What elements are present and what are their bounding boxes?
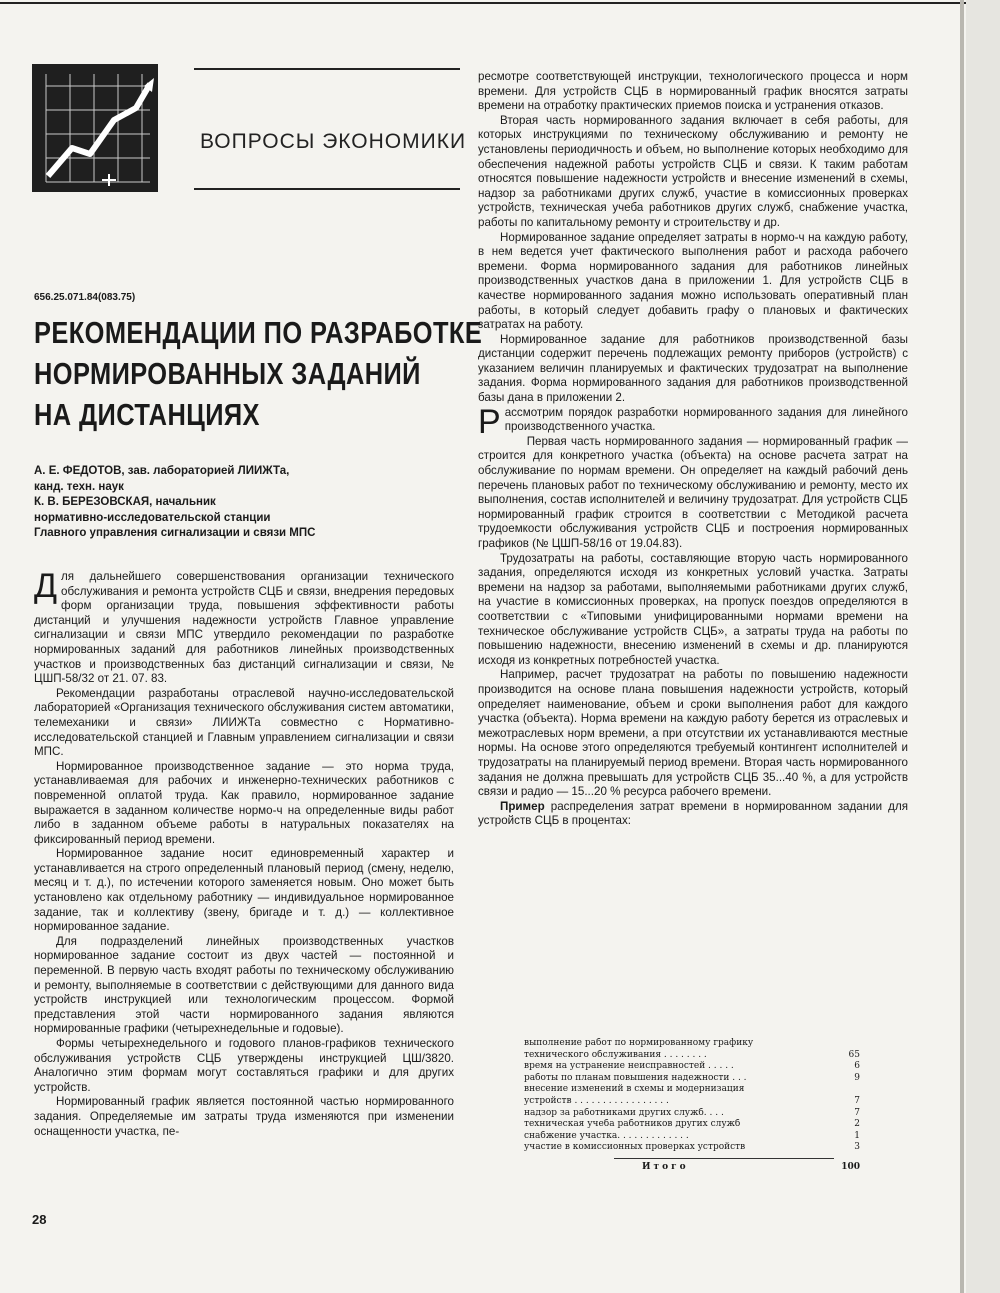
page-fold-shadow bbox=[960, 0, 964, 1293]
example-paragraph: Пример распределения затрат времени в нормированном задании для устройств СЦБ в процентах: bbox=[478, 799, 908, 828]
body-paragraph: Нормированный график является постоянной частью нормированного задания. Определяемые им затраты труда изменяются при изменении оснащенности участка, пе- bbox=[34, 1095, 454, 1138]
drop-cap: Д bbox=[34, 567, 58, 605]
body-paragraph: Нормированное задание определяет затраты в нормо-ч на каждую работу, в нем ведется учет фактического выполнения работ и расхода рабочего времени. Форма нормированного задания для работников линейных производственных участков дана в приложении 1. Для устройств СЦБ в качестве нормированного задания можно использовать оперативный план работы, в который следует добавить графу о плановых и фактических затратах на работу. bbox=[478, 230, 908, 332]
title-line: НА ДИСТАНЦИЯХ bbox=[34, 397, 260, 432]
left-column bbox=[34, 567, 454, 1139]
total-value: 100 bbox=[841, 1161, 860, 1172]
body-paragraph: ресмотре соответствующей инструкции, технологического процесса и норм времени. Для устройств СЦБ в нормированный график вносятся затраты времени на отработку практических приемов поиска и устранения отказов. bbox=[478, 70, 908, 113]
body-paragraph: Для дальнейшего совершенствования организации технического обслуживания и ремонта устройств СЦБ и связи, внедрения передовых форм организации труда, повышения эффективности работы дистанций и улучшения надежности устройств Главное управление сигнализации и связи МПС утвердило рекомендации по разработке нормированных заданий для работников линейных производственных участков и производственных баз дистанций сигнализации и связи, № ЦШП-58/32 от 21. 07. 83. bbox=[34, 567, 454, 686]
table-row: выполнение работ по нормированному графику bbox=[524, 1038, 754, 1048]
title-line: РЕКОМЕНДАЦИИ ПО РАЗРАБОТКЕ bbox=[34, 315, 483, 350]
body-paragraph: Вторая часть нормированного задания включает в себя работы, для которых инструкциями по техническому обслуживанию и ремонту не установлены периодичность и объем, но выполнение которых необходимо для обеспечения надежной работы устройств СЦБ и связи. К таким работам относятся повышение надежности устройств и внесение изменений в схемы, надзор за работниками других служб, участие в комиссионных проверках устройств, техническая учеба работников других служб, снабжение участка, работы по капитальному ремонту и строительству и др. bbox=[478, 113, 908, 229]
author-block bbox=[34, 464, 454, 542]
author-line: нормативно-исследовательской станции bbox=[34, 511, 271, 524]
growth-chart-icon bbox=[32, 64, 158, 192]
total-label: Итого bbox=[642, 1161, 689, 1172]
body-paragraph: Нормированное производственное задание — это норма труда, устанавливаемая для рабочих и инженерно-технических работников с повременной оплатой труда. Как правило, нормированное задание выражается в заданном количестве нормо-ч на определенные виды работ либо в заданном объеме работы в натуральных показателях на фиксированный период времени. bbox=[34, 759, 454, 846]
body-paragraph: Рассмотрим порядок разработки нормированного задания для линейного производственного участка. bbox=[478, 402, 908, 441]
section-rubric: ВОПРОСЫ ЭКОНОМИКИ bbox=[200, 130, 467, 153]
body-paragraph: Для подразделений линейных производственных участков нормированное задание состоит из двух частей — постоянной и переменной. В первую часть входят работы по техническому обслуживанию и ремонту, выполняемые в соответствии с действующими для данного вида устройств инструкцией или технологическим процессом. Формой представления этой части нормированного задания являются нормированные графики (четырехнедельные и годовые). bbox=[34, 934, 454, 1036]
udc-code: 656.25.071.84(083.75) bbox=[34, 292, 136, 303]
article-title bbox=[34, 312, 482, 435]
table-row: надзор за работниками других служб. . . . 7 bbox=[524, 1107, 860, 1118]
time-distribution-table bbox=[524, 1038, 860, 1174]
table-row: внесение изменений в схемы и модернизация bbox=[524, 1084, 745, 1095]
author-line: К. В. БЕРЕЗОВСКАЯ, начальник bbox=[34, 496, 216, 508]
rubric-rule-top bbox=[194, 68, 460, 70]
top-rule bbox=[0, 2, 985, 4]
body-paragraph: Трудозатраты на работы, составляющие вторую часть нормированного задания, определяются исходя из конкретных условий участка. Затраты времени на надзор за работами, выполняемыми работниками других служб, на участие в комиссионных проверках, на пропуск поездов определяются в соответствии с «Типовыми унифицированными нормами времени на техническое обслуживание устройств СЦБ», а затраты труда на работы по повышению надежности, внесению изменений в схемы и др. планируются исходя из конкретных потребностей участка. bbox=[478, 551, 908, 667]
table-row: устройств . . . . . . . . . . . . . . . . . 7 bbox=[524, 1095, 860, 1106]
body-paragraph: Первая часть нормированного задания — нормированный график — строится для конкретного участка (объекта) на основе расчета затрат на обслуживание по нормам времени. Он определяет на каждый рабочий день перечень плановых работ по техническому обслуживанию и ремонту, место их выполнения, состав исполнителей и величину трудозатрат. Для устройств СЦБ нормированный график строится в соответствии с Методикой расчета трудоемкости обслуживания устройств СЦБ и построения нормированных графиков (№ ЦШП-58/16 от 19.04.83). bbox=[478, 434, 908, 550]
table-total-row bbox=[524, 1162, 860, 1174]
table-row: технического обслуживания . . . . . . . . 65 bbox=[524, 1049, 860, 1060]
rubric-rule-bottom bbox=[194, 188, 460, 190]
table-row: работы по планам повышения надежности . . . 9 bbox=[524, 1072, 860, 1083]
author-line: Главного управления сигнализации и связи МПС bbox=[34, 527, 316, 539]
table-row: снабжение участка. . . . . . . . . . . . . 1 bbox=[524, 1130, 860, 1141]
table-row: участие в комиссионных проверках устройств 3 bbox=[524, 1142, 860, 1153]
table-row: время на устранение неисправностей . . . . . 6 bbox=[524, 1061, 860, 1072]
body-paragraph: Нормированное задание для работников производственной базы дистанции содержит перечень подлежащих ремонту приборов (устройств) с указанием величин планируемых и фактических трудозатрат на выполнение задания. Форма нормированного задания для работников производственной базы дана в приложении 2. bbox=[478, 332, 908, 405]
page-number: 28 bbox=[32, 1212, 47, 1227]
title-line: НОРМИРОВАННЫХ ЗАДАНИЙ bbox=[34, 356, 421, 391]
body-paragraph: Например, расчет трудозатрат на работы по повышению надежности производится на основе плана повышения надежности устройств, который определяет наименование, объем и сроки выполнения работ для каждого участка (объекта). Норма времени на каждую работу берется из отраслевых и межотраслевых норм времени, а при отсутствии их устанавливаются местные нормы. На основе этого определяются требуемый контингент исполнителей и трудозатраты на планируемый период времени. Вторая часть нормированного задания не должна превышать для устройств СЦБ 35...40 %, а для устройств связи и радио — 15...20 % ресурса рабочего времени. bbox=[478, 668, 908, 799]
body-paragraph: Нормированное задание носит единовременный характер и устанавливается на строго определенный плановый период (смену, неделю, месяц и т. д.), по истечении которого заменяется новым. Оно может быть установлено как отдельному работнику — индивидуальное нормированное задание, так и коллективу (звену, бригаде и т. д.) — коллективное нормированное задание. bbox=[34, 847, 454, 934]
right-column bbox=[478, 70, 908, 829]
page-margin-edge bbox=[966, 0, 1000, 1293]
body-paragraph: Рекомендации разработаны отраслевой научно-исследовательской лабораторией «Организация технического обслуживания систем автоматики, телемеханики и связи» ЛИИЖТа совместно с Нормативно-исследовательской станцией и Главным управлением сигнализации и связи МПС. bbox=[34, 686, 454, 759]
table-divider bbox=[614, 1158, 834, 1159]
author-line: А. Е. ФЕДОТОВ, зав. лабораторией ЛИИЖТа, bbox=[34, 465, 290, 477]
author-line: канд. техн. наук bbox=[34, 480, 124, 493]
body-paragraph: Формы четырехнедельного и годового планов-графиков технического обслуживания устройств СЦБ утверждены инструкцией ЦШ/3820. Аналогично этим формам могут составляться графики и для других устройств. bbox=[34, 1037, 454, 1094]
drop-cap: Р bbox=[478, 402, 501, 441]
example-label: Пример bbox=[500, 799, 545, 813]
table-row: техническая учеба работников других служб 2 bbox=[524, 1119, 860, 1130]
